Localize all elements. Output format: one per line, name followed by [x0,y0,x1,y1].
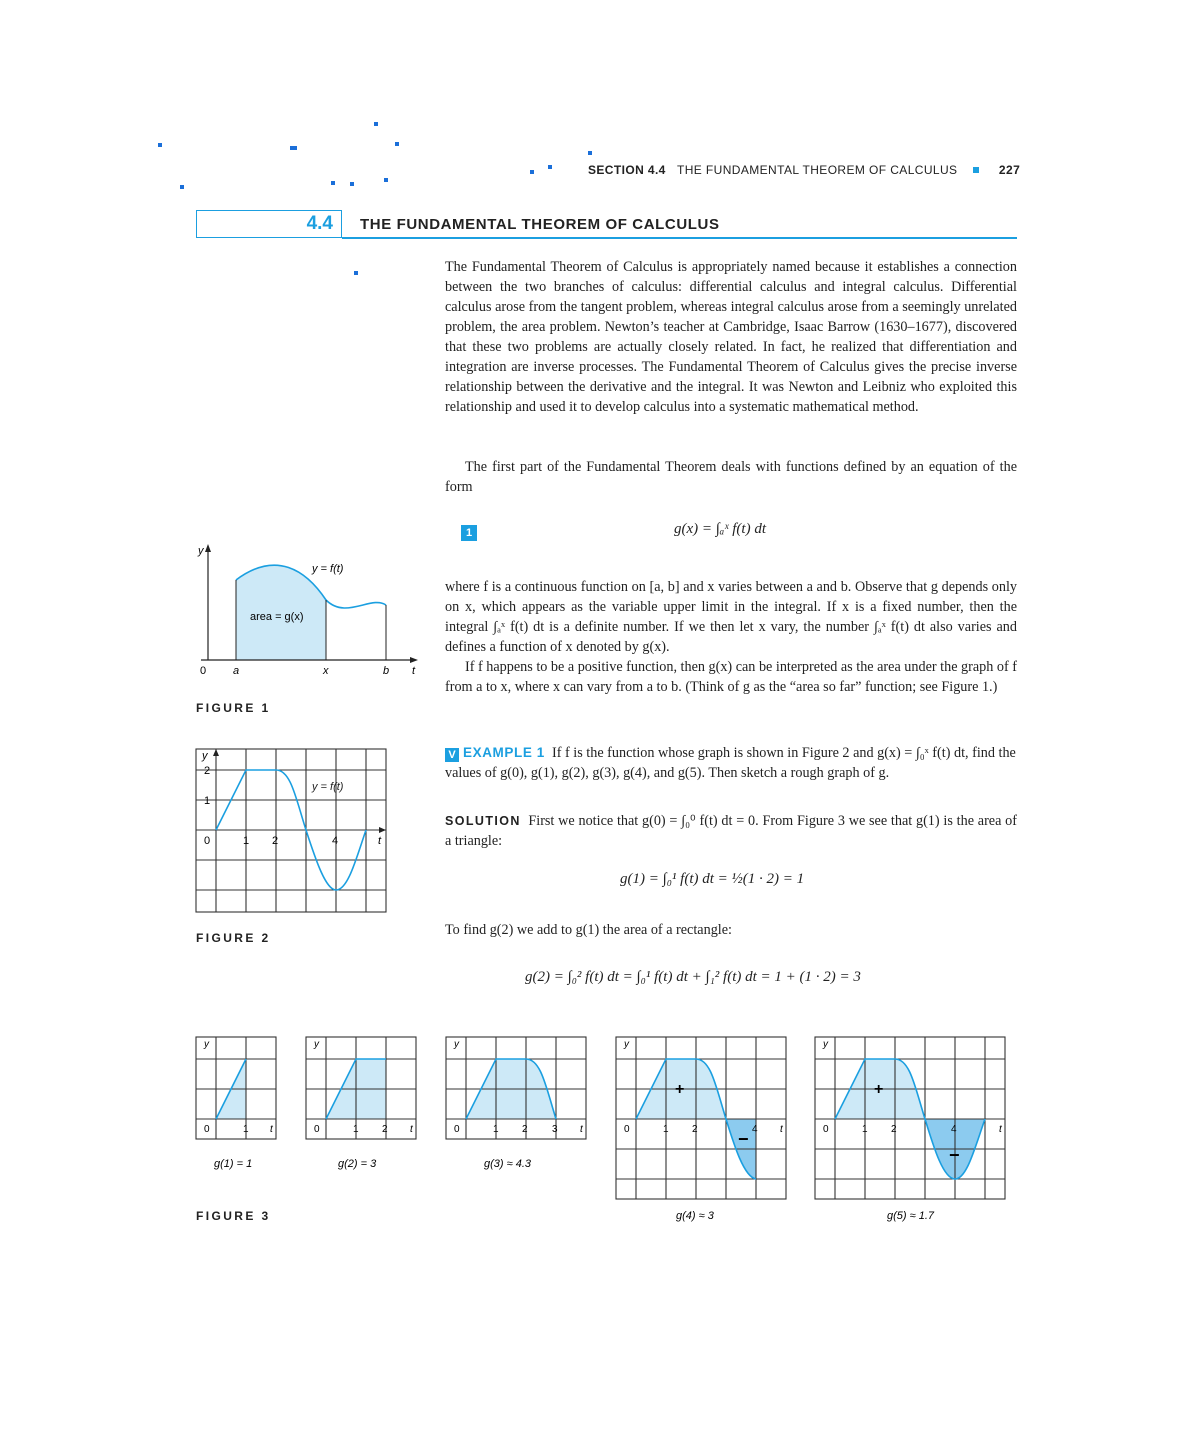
figure-2-label: FIGURE 2 [196,931,271,945]
figure-1-area-label: area = g(x) [250,611,304,623]
figure-3-panel-2-origin: 0 [314,1124,320,1135]
stray-mark [384,178,388,182]
figure-3-panel-3-tick-1: 1 [493,1124,499,1135]
figure-3-panel-1-t-label: t [270,1124,273,1135]
figure-3-panel-4-caption: g(4) ≈ 3 [676,1210,714,1222]
stray-mark [350,182,354,186]
figure-1-tick-b: b [383,665,390,677]
paragraph-positive-function: If f happens to be a positive function, then g(x) can be interpreted as the area under the graph of f from a to x, where x can vary from a to b. (Think of g as the “area so far” function; see Figure 1.) [445,659,1017,695]
running-head-section: SECTION 4.4 [588,163,666,177]
figure-2-x-tick-2: 2 [272,835,279,847]
figure-2-y-arrow [213,749,219,756]
figure-3-panel-3-t-label: t [580,1124,583,1135]
figure-1-tick-x: x [323,665,329,677]
figure-3-panel-2-caption: g(2) = 3 [338,1158,377,1170]
figure-3-panel-3-origin: 0 [454,1124,460,1135]
figure-3-panel-1-tick-1: 1 [243,1124,249,1135]
figure-3-panel-3-tick-3: 3 [552,1124,558,1135]
figure-3-panel-1-caption: g(1) = 1 [214,1158,253,1170]
paragraph-continuous: where f is a continuous function on [a, b] and x varies between a and b. Observe that g depends only on x, which appears as the variable upper limit in the integral. If x is a fixed number, then the integral ∫ₐˣ f(t) dt is a definite number. If we then let x vary, the number ∫ₐˣ f(t) dt also varies and defines a function of x denoted by g(x). [445,579,1017,655]
figure-1-label: FIGURE 1 [196,701,271,715]
figure-2-origin: 0 [204,835,211,847]
paragraph-find-g2: To find g(2) we add to g(1) the area of a rectangle: [445,922,732,938]
example-badge: V [445,748,459,762]
stray-mark [180,185,184,189]
section-number-box [196,210,342,238]
section-title: THE FUNDAMENTAL THEOREM OF CALCULUS [360,216,720,233]
figure-2-grid [196,749,386,912]
figure-3-panel-5-caption: g(5) ≈ 1.7 [887,1210,935,1222]
running-head-title: THE FUNDAMENTAL THEOREM OF CALCULUS [676,163,958,177]
figure-3-panel-3-y-label: y [454,1039,459,1050]
stray-mark [548,165,552,169]
figure-3-panel-4 [616,1037,796,1227]
solution-text: First we notice that g(0) = ∫₀⁰ f(t) dt = 0. From Figure 3 we see that g(1) is the area of a triangle: [445,813,1017,849]
figure-3-panel-3-caption: g(3) ≈ 4.3 [484,1158,532,1170]
figure-3-panel-4-tick-4: 4 [752,1124,758,1135]
figure-2-y-label: y [202,750,208,762]
figure-2-t-label: t [378,835,382,847]
figure-3-panel-1-y-label: y [204,1039,209,1050]
figure-3-panel-3-tick-2: 2 [522,1124,528,1135]
figure-2-x-tick-1: 1 [243,835,250,847]
solution-label: SOLUTION [445,814,521,828]
figure-3-panel-5-minus: − [949,1145,960,1165]
figure-1-t-arrow [410,657,418,663]
figure-3-label: FIGURE 3 [196,1209,271,1223]
stray-mark [158,143,162,147]
figure-3-panel-4-minus: − [738,1129,749,1149]
figure-3-panel-4-plus: + [675,1081,685,1098]
figure-3-panel-2-t-label: t [410,1124,413,1135]
example-text: If f is the function whose graph is shown in Figure 2 and g(x) = ∫₀ˣ f(t) dt, find the values of g(0), g(1), g(2), g(3), g(4), and g(5). Then sketch a rough graph of g. [445,745,1016,781]
page-number: 227 [998,163,1021,177]
figure-1 [196,540,426,690]
paragraph-intro: The Fundamental Theorem of Calculus is appropriately named because it establishes a connection between the two branches of calculus: differential calculus and integral calculus. Differential calculus arose from the tangent problem, whereas integral calculus arose from a seemingly unrelated problem, the area problem. Newton’s teacher at Cambridge, Isaac Barrow (1630–1677), discovered that these two problems are actually closely related. In fact, he realized that differentiation and integration are inverse processes. The Fundamental Theorem of Calculus gives the precise inverse relationship between the derivative and the integral. It was Newton and Leibniz who exploited this relationship and used it to develop calculus into a systematic mathematical method. [445,259,1017,415]
stray-mark [588,151,592,155]
running-head [588,163,1021,181]
figure-2-t-arrow [379,827,386,833]
figure-3-panel-2-tick-1: 1 [353,1124,359,1135]
figure-3-panel-5-plus: + [874,1081,884,1098]
stray-mark [331,181,335,185]
figure-1-y-label: y [198,545,204,557]
stray-mark [290,146,297,150]
section-rule [342,237,1017,239]
figure-3-panel-5-tick-4: 4 [951,1124,957,1135]
example-1 [445,743,1020,783]
figure-3-panel-1-origin: 0 [204,1124,210,1135]
figure-1-curve-label: y = f(t) [312,563,344,575]
figure-3-panel-2-tick-2: 2 [382,1124,388,1135]
figure-3-panel-2 [306,1037,426,1187]
figure-3-panel-5-tick-1: 1 [862,1124,868,1135]
equation-1: g(x) = ∫ₐˣ f(t) dt [674,521,766,537]
figure-3-panel-5-tick-2: 2 [891,1124,897,1135]
figure-3-panel-4-tick-1: 1 [663,1124,669,1135]
figure-3-panel-4-t-label: t [780,1124,783,1135]
stray-mark [530,170,534,174]
figure-2-x-tick-4: 4 [332,835,339,847]
equation-g1: g(1) = ∫₀¹ f(t) dt = ½(1 · 2) = 1 [620,871,805,887]
figure-2-y-tick-2: 2 [204,765,211,777]
figure-1-t-label: t [412,665,416,677]
solution [445,811,1017,851]
figure-3-panel-3 [446,1037,596,1187]
equation-g2: g(2) = ∫₀² f(t) dt = ∫₀¹ f(t) dt + ∫₁² f(t) dt = 1 + (1 · 2) = 3 [525,969,861,985]
figure-2-y-tick-1: 1 [204,795,211,807]
figure-3-panel-5-origin: 0 [823,1124,829,1135]
figure-3-panel-5 [815,1037,1015,1227]
figure-3-panel-4-tick-2: 2 [692,1124,698,1135]
figure-3-panel-5-t-label: t [999,1124,1002,1135]
stray-mark [354,271,358,275]
figure-3-panel-5-y-label: y [823,1039,828,1050]
figure-2-curve-label: y = f(t) [312,781,344,793]
figure-1-y-arrow [205,544,211,552]
figure-1-tick-a: a [233,665,240,677]
stray-mark [374,122,378,126]
figure-2 [196,749,396,919]
section-number: 4.4 [306,213,333,234]
figure-1-origin: 0 [200,665,207,677]
figure-3-panel-1 [196,1037,286,1187]
example-label: EXAMPLE 1 [463,745,545,760]
stray-mark [395,142,399,146]
paragraph-first-part: The first part of the Fundamental Theorem deals with functions defined by an equation of the form [445,459,1017,495]
figure-3-panel-4-y-label: y [624,1039,629,1050]
figure-3-panel-2-y-label: y [314,1039,319,1050]
square-bullet-icon [973,167,979,173]
figure-3-panel-4-origin: 0 [624,1124,630,1135]
equation-number-badge: 1 [461,525,477,541]
